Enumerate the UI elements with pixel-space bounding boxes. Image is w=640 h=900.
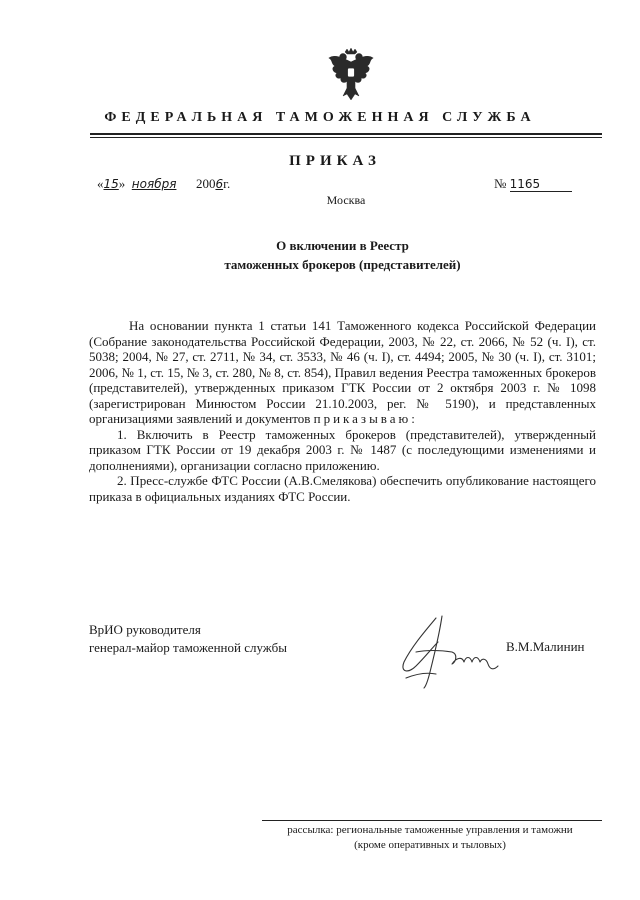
header-divider-thin	[90, 137, 602, 138]
date-day: 15	[103, 177, 119, 191]
header-divider-thick	[90, 133, 602, 135]
subject-line-2: таможенных брокеров (представителей)	[224, 257, 461, 272]
order-city: Москва	[326, 193, 366, 207]
preamble-text: На основании пункта 1 статьи 141 Таможенного кодекса Российской Федерации (Собрание законодательства Российской Федерации, 2003, № 22, ст. 2066, № 52 (ч. I), ст. 5038; 2004, № 27, ст. 2711, № 34, ст. 3533, № 46 (ч. I), ст. 4494; 2005, № 30 (ч. I), ст. 3101; 2006, № 1, ст. 15, № 3, ст. 280, № 8, ст. 854), Правил ведения Реестра таможенных брокеров (представителей), утвержденных приказом ГТК России от 2 октября 2003 г. № 1098 (зарегистрирован Минюстом России 21.10.2003, рег. № 5190), и представленных организациями заявлений и документов	[89, 318, 596, 426]
footer-divider	[262, 820, 602, 821]
distribution-list	[260, 823, 600, 853]
date-year-digit: 6	[215, 177, 224, 191]
preamble-paragraph	[89, 318, 596, 427]
document-type-title: ПРИКАЗ	[289, 153, 381, 169]
double-headed-eagle-icon	[325, 48, 377, 104]
order-number	[494, 176, 572, 192]
preamble-command: приказываю:	[313, 411, 418, 426]
agency-title: ФЕДЕРАЛЬНАЯ ТАМОЖЕННАЯ СЛУЖБА	[104, 110, 536, 125]
order-item-2: 2. Пресс-службе ФТС России (А.В.Смелякова) обеспечить опубликование настоящего приказа в официальных изданиях ФТС России.	[89, 473, 596, 504]
handwritten-signature	[396, 612, 504, 690]
date-close-quote: »	[118, 176, 126, 191]
subject-line-1: О включении в Реестр	[276, 238, 409, 253]
signatory-name: В.М.Малинин	[506, 639, 585, 654]
order-body	[89, 318, 596, 504]
order-subject	[0, 236, 640, 274]
distribution-line-1: рассылка: региональные таможенные управления и таможни	[287, 824, 573, 836]
signatory-position-line-2: генерал-майор таможенной службы	[89, 640, 287, 655]
number-value: 1165	[510, 178, 572, 192]
signatory-position-line-1: ВрИО руководителя	[89, 622, 201, 637]
order-item-1: 1. Включить в Реестр таможенных брокеров (представителей), утвержденный приказом ГТК России от 19 декабря 2003 г. № 1487 (с последующими изменениями и дополнениями), организации согласно приложению.	[89, 426, 596, 473]
order-date	[97, 176, 230, 192]
date-year-prefix: 200	[195, 176, 216, 191]
date-year-suffix: г.	[223, 176, 231, 191]
date-month: ноября	[131, 177, 177, 191]
distribution-line-2: (кроме оперативных и тыловых)	[354, 839, 506, 851]
signatory-position	[89, 621, 287, 657]
number-prefix: №	[494, 176, 507, 191]
date-open-quote: «	[97, 176, 104, 191]
